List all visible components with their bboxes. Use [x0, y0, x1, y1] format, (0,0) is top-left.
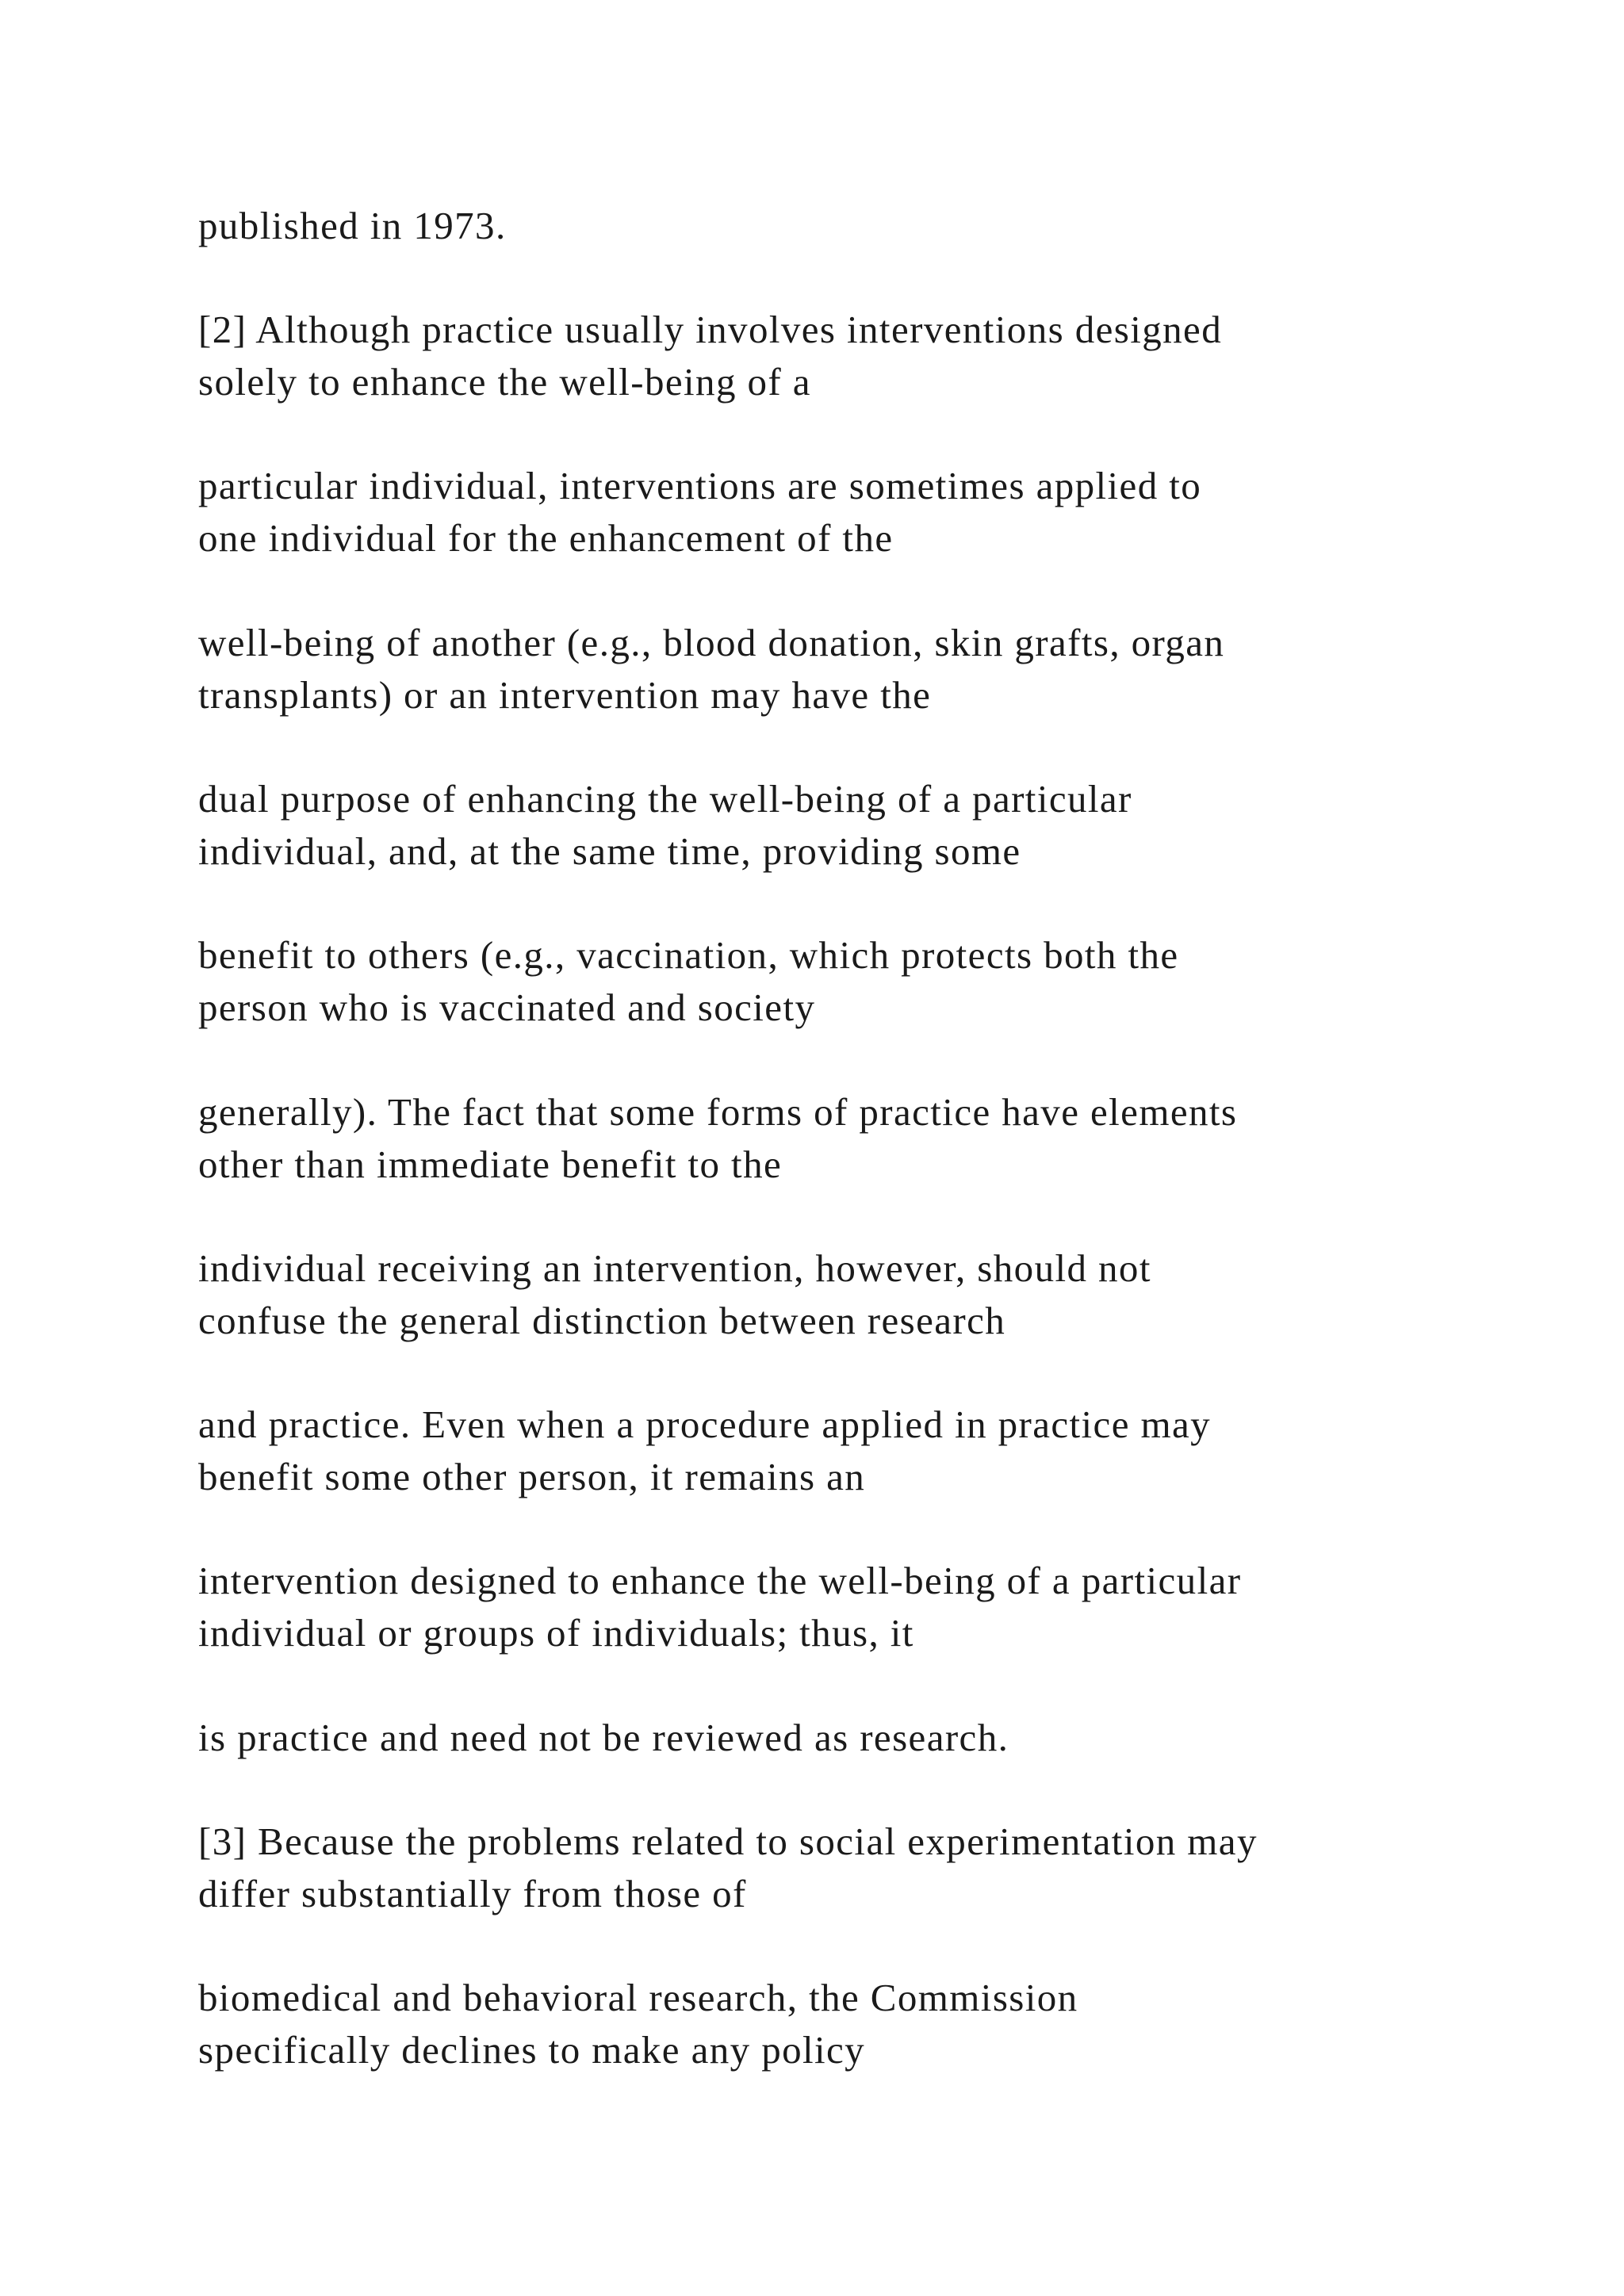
text-line: intervention designed to enhance the well-being of a particular — [198, 1559, 1242, 1602]
text-block-5 — [198, 773, 1546, 878]
text-block-9 — [198, 1399, 1546, 1503]
text-line: benefit some other person, it remains an — [198, 1455, 866, 1498]
text-line: one individual for the enhancement of the — [198, 516, 894, 560]
text-block-2 — [198, 304, 1546, 408]
text-line: published in 1973. — [198, 204, 507, 247]
text-line: solely to enhance the well-being of a — [198, 360, 811, 404]
text-block-11 — [198, 1712, 1546, 1764]
text-line: transplants) or an intervention may have the — [198, 673, 932, 717]
text-line: individual receiving an intervention, however, should not — [198, 1246, 1151, 1290]
text-line: dual purpose of enhancing the well-being of a particular — [198, 777, 1132, 821]
text-line: specifically declines to make any policy — [198, 2028, 866, 2072]
text-block-4 — [198, 617, 1546, 721]
text-block-13 — [198, 1972, 1546, 2076]
text-block-8 — [198, 1242, 1546, 1347]
text-line: differ substantially from those of — [198, 1872, 747, 1915]
text-line: confuse the general distinction between research — [198, 1299, 1006, 1342]
text-line: benefit to others (e.g., vaccination, which protects both the — [198, 933, 1179, 977]
text-line: other than immediate benefit to the — [198, 1142, 783, 1186]
text-line: particular individual, interventions are sometimes applied to — [198, 464, 1202, 507]
text-block-10 — [198, 1555, 1546, 1659]
text-line: [3] Because the problems related to social experimentation may — [198, 1820, 1258, 1863]
text-block-1 — [198, 200, 1546, 252]
text-line: and practice. Even when a procedure applied in practice may — [198, 1402, 1212, 1446]
text-line: well-being of another (e.g., blood donation, skin grafts, organ — [198, 621, 1225, 664]
text-line: generally). The fact that some forms of practice have elements — [198, 1090, 1238, 1134]
text-line: person who is vaccinated and society — [198, 985, 816, 1029]
text-line: individual, and, at the same time, providing some — [198, 829, 1021, 873]
text-block-6 — [198, 929, 1546, 1034]
text-line: [2] Although practice usually involves interventions designed — [198, 308, 1223, 351]
text-block-3 — [198, 460, 1546, 564]
text-block-12 — [198, 1816, 1546, 1920]
text-line: individual or groups of individuals; thus, it — [198, 1611, 914, 1655]
text-line: is practice and need not be reviewed as research. — [198, 1716, 1009, 1759]
text-line: biomedical and behavioral research, the Commission — [198, 1976, 1078, 2019]
text-block-7 — [198, 1086, 1546, 1191]
